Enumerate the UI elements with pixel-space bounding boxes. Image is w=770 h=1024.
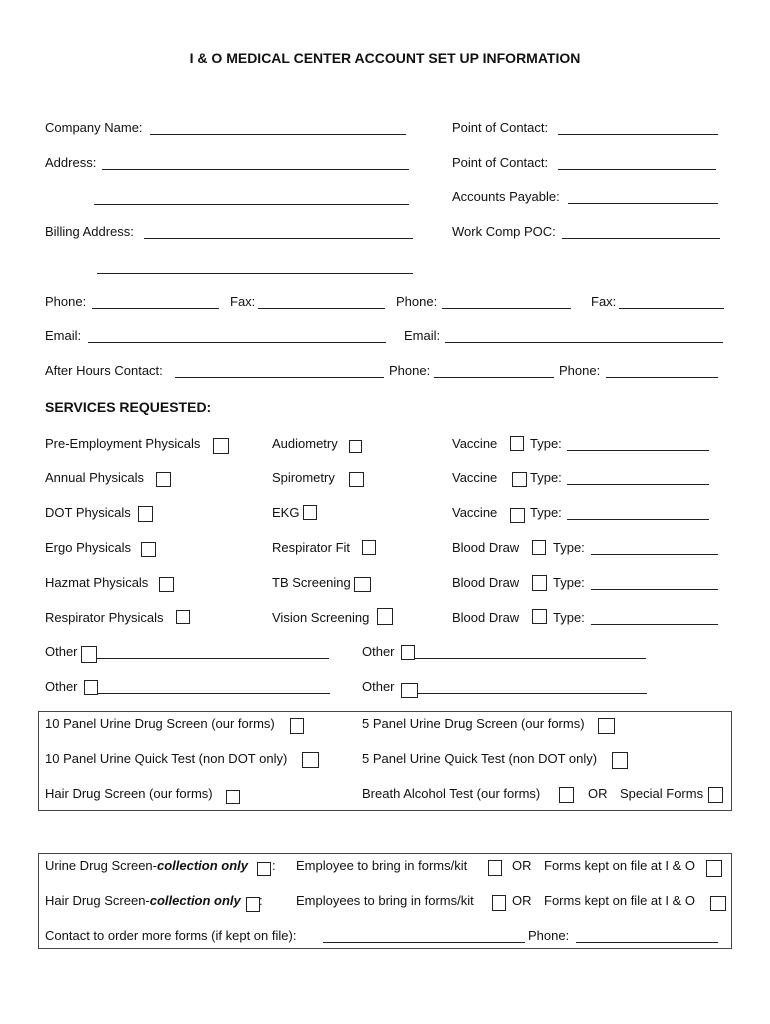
accounts-payable-field[interactable] bbox=[568, 203, 718, 204]
checkbox-annual-physicals[interactable] bbox=[156, 472, 171, 487]
after-hours-phone-field-2[interactable] bbox=[606, 377, 718, 378]
point-of-contact-field-1[interactable] bbox=[558, 134, 718, 135]
checkbox-vision-screening[interactable] bbox=[377, 608, 393, 625]
urine-collection-prefix: Urine Drug Screen- bbox=[45, 858, 157, 873]
service-label-dot-physicals: DOT Physicals bbox=[45, 505, 131, 520]
urine-collection-colon: : bbox=[272, 858, 276, 873]
email-label-2: Email: bbox=[404, 328, 441, 343]
vaccine-type-label-3: Type: bbox=[530, 505, 562, 520]
checkbox-other-2[interactable] bbox=[401, 645, 415, 660]
after-hours-phone-field-1[interactable] bbox=[434, 377, 554, 378]
service-label-pre-employment-physicals: Pre-Employment Physicals bbox=[45, 436, 201, 451]
service-label-tb-screening: TB Screening bbox=[272, 575, 351, 590]
hair-collection-prefix: Hair Drug Screen- bbox=[45, 893, 150, 908]
checkbox-breath-alcohol[interactable] bbox=[559, 787, 574, 803]
checkbox-5-panel-quick[interactable] bbox=[612, 752, 628, 769]
vaccine-type-field-2[interactable] bbox=[567, 484, 709, 485]
or-text-1: OR bbox=[588, 786, 608, 801]
drug-option-10-panel-quick: 10 Panel Urine Quick Test (non DOT only) bbox=[45, 751, 288, 766]
other-field-2[interactable] bbox=[415, 658, 646, 659]
vaccine-type-label-2: Type: bbox=[530, 470, 562, 485]
vaccine-type-field-3[interactable] bbox=[567, 519, 709, 520]
urine-collection-label bbox=[45, 858, 248, 873]
email-field-1[interactable] bbox=[88, 342, 386, 343]
contact-order-forms-label: Contact to order more forms (if kept on file): bbox=[45, 928, 297, 943]
other-label-1: Other bbox=[45, 644, 78, 659]
employee-bring-forms-label: Employee to bring in forms/kit bbox=[296, 858, 468, 873]
checkbox-hair-drug-screen[interactable] bbox=[226, 790, 240, 804]
blood-draw-type-field-1[interactable] bbox=[591, 554, 718, 555]
service-label-blood-draw-2: Blood Draw bbox=[452, 575, 520, 590]
checkbox-employees-bring-forms[interactable] bbox=[492, 895, 506, 911]
employees-bring-forms-label: Employees to bring in forms/kit bbox=[296, 893, 474, 908]
address-field[interactable] bbox=[102, 169, 409, 170]
blood-draw-type-field-3[interactable] bbox=[591, 624, 718, 625]
service-label-spirometry: Spirometry bbox=[272, 470, 335, 485]
or-text-2: OR bbox=[512, 858, 532, 873]
drug-option-10-panel-urine: 10 Panel Urine Drug Screen (our forms) bbox=[45, 716, 275, 731]
service-label-hazmat-physicals: Hazmat Physicals bbox=[45, 575, 149, 590]
address-field-line-2[interactable] bbox=[94, 204, 409, 205]
service-label-audiometry: Audiometry bbox=[272, 436, 338, 451]
checkbox-other-1[interactable] bbox=[81, 646, 97, 663]
blood-draw-type-label-2: Type: bbox=[553, 575, 585, 590]
checkbox-dot-physicals[interactable] bbox=[138, 506, 153, 522]
email-label-1: Email: bbox=[45, 328, 82, 343]
blood-draw-type-label-3: Type: bbox=[553, 610, 585, 625]
service-label-vision-screening: Vision Screening bbox=[272, 610, 370, 625]
checkbox-ergo-physicals[interactable] bbox=[141, 542, 156, 557]
checkbox-special-forms[interactable] bbox=[708, 787, 723, 803]
checkbox-vaccine-1[interactable] bbox=[510, 436, 524, 451]
phone-field-2[interactable] bbox=[442, 308, 571, 309]
drug-option-5-panel-urine: 5 Panel Urine Drug Screen (our forms) bbox=[362, 716, 585, 731]
checkbox-respirator-fit[interactable] bbox=[362, 540, 376, 555]
checkbox-blood-draw-3[interactable] bbox=[532, 609, 547, 624]
checkbox-respirator-physicals[interactable] bbox=[176, 610, 190, 624]
vaccine-type-label-1: Type: bbox=[530, 436, 562, 451]
special-forms-label: Special Forms bbox=[620, 786, 704, 801]
blood-draw-type-label-1: Type: bbox=[553, 540, 585, 555]
after-hours-phone-label-1: Phone: bbox=[389, 363, 431, 378]
email-field-2[interactable] bbox=[445, 342, 723, 343]
contact-order-phone-field[interactable] bbox=[576, 942, 718, 943]
checkbox-spirometry[interactable] bbox=[349, 472, 364, 487]
other-label-3: Other bbox=[45, 679, 78, 694]
checkbox-urine-collection-only[interactable] bbox=[257, 862, 271, 876]
service-label-vaccine-2: Vaccine bbox=[452, 470, 498, 485]
forms-on-file-label-1: Forms kept on file at I & O bbox=[544, 858, 695, 873]
drug-option-5-panel-quick: 5 Panel Urine Quick Test (non DOT only) bbox=[362, 751, 598, 766]
service-label-blood-draw-3: Blood Draw bbox=[452, 610, 520, 625]
service-label-vaccine-1: Vaccine bbox=[452, 436, 498, 451]
address-label: Address: bbox=[45, 155, 97, 170]
checkbox-blood-draw-2[interactable] bbox=[532, 575, 547, 591]
page-title: I & O MEDICAL CENTER ACCOUNT SET UP INFORMATION bbox=[189, 50, 581, 66]
work-comp-poc-field[interactable] bbox=[562, 238, 720, 239]
after-hours-phone-label-2: Phone: bbox=[559, 363, 601, 378]
other-field-4[interactable] bbox=[418, 693, 647, 694]
phone-field-1[interactable] bbox=[92, 308, 219, 309]
contact-order-forms-field[interactable] bbox=[323, 942, 525, 943]
service-label-vaccine-3: Vaccine bbox=[452, 505, 498, 520]
phone-label-2: Phone: bbox=[396, 294, 438, 309]
checkbox-hair-collection-only[interactable] bbox=[246, 897, 260, 912]
accounts-payable-label: Accounts Payable: bbox=[452, 189, 560, 204]
billing-address-field[interactable] bbox=[144, 238, 413, 239]
checkbox-other-3[interactable] bbox=[84, 680, 98, 695]
other-label-4: Other bbox=[362, 679, 395, 694]
other-field-3[interactable] bbox=[98, 693, 330, 694]
drug-option-hair: Hair Drug Screen (our forms) bbox=[45, 786, 213, 801]
checkbox-employee-bring-forms[interactable] bbox=[488, 860, 502, 876]
checkbox-10-panel-urine[interactable] bbox=[290, 718, 304, 734]
hair-collection-colon: : bbox=[259, 893, 263, 908]
checkbox-other-4[interactable] bbox=[401, 683, 418, 698]
urine-collection-only: collection only bbox=[157, 858, 249, 873]
other-field-1[interactable] bbox=[97, 658, 329, 659]
billing-address-field-line-2[interactable] bbox=[97, 273, 413, 274]
fax-field-1[interactable] bbox=[258, 308, 385, 309]
fax-label-2: Fax: bbox=[591, 294, 617, 309]
checkbox-forms-on-file-2[interactable] bbox=[710, 896, 726, 911]
service-label-respirator-physicals: Respirator Physicals bbox=[45, 610, 164, 625]
point-of-contact-field-2[interactable] bbox=[558, 169, 716, 170]
hair-collection-label bbox=[45, 893, 241, 908]
service-label-ergo-physicals: Ergo Physicals bbox=[45, 540, 131, 555]
fax-field-2[interactable] bbox=[619, 308, 724, 309]
point-of-contact-label-2: Point of Contact: bbox=[452, 155, 549, 170]
after-hours-contact-field[interactable] bbox=[175, 377, 384, 378]
checkbox-vaccine-2[interactable] bbox=[512, 472, 527, 487]
service-label-blood-draw-1: Blood Draw bbox=[452, 540, 520, 555]
checkbox-audiometry[interactable] bbox=[349, 440, 362, 453]
checkbox-10-panel-quick[interactable] bbox=[302, 752, 319, 768]
after-hours-contact-label: After Hours Contact: bbox=[45, 363, 163, 378]
checkbox-pre-employment-physicals[interactable] bbox=[213, 438, 229, 454]
fax-label-1: Fax: bbox=[230, 294, 256, 309]
point-of-contact-label-1: Point of Contact: bbox=[452, 120, 549, 135]
service-label-annual-physicals: Annual Physicals bbox=[45, 470, 144, 485]
checkbox-hazmat-physicals[interactable] bbox=[159, 577, 174, 592]
vaccine-type-field-1[interactable] bbox=[567, 450, 709, 451]
service-label-respirator-fit: Respirator Fit bbox=[272, 540, 351, 555]
services-requested-heading: SERVICES REQUESTED: bbox=[45, 399, 212, 415]
forms-on-file-label-2: Forms kept on file at I & O bbox=[544, 893, 695, 908]
checkbox-blood-draw-1[interactable] bbox=[532, 540, 546, 555]
checkbox-ekg[interactable] bbox=[303, 505, 317, 520]
company-name-field[interactable] bbox=[150, 134, 406, 135]
phone-label-1: Phone: bbox=[45, 294, 87, 309]
billing-address-label: Billing Address: bbox=[45, 224, 134, 239]
service-label-ekg: EKG bbox=[272, 505, 300, 520]
other-label-2: Other bbox=[362, 644, 395, 659]
work-comp-poc-label: Work Comp POC: bbox=[452, 224, 556, 239]
checkbox-tb-screening[interactable] bbox=[354, 577, 371, 592]
checkbox-5-panel-urine[interactable] bbox=[598, 718, 615, 734]
or-text-3: OR bbox=[512, 893, 532, 908]
blood-draw-type-field-2[interactable] bbox=[591, 589, 718, 590]
hair-collection-only: collection only bbox=[149, 893, 241, 908]
checkbox-forms-on-file-1[interactable] bbox=[706, 860, 722, 877]
contact-order-phone-label: Phone: bbox=[528, 928, 570, 943]
company-name-label: Company Name: bbox=[45, 120, 143, 135]
drug-option-breath-alcohol: Breath Alcohol Test (our forms) bbox=[362, 786, 541, 801]
checkbox-vaccine-3[interactable] bbox=[510, 508, 525, 523]
